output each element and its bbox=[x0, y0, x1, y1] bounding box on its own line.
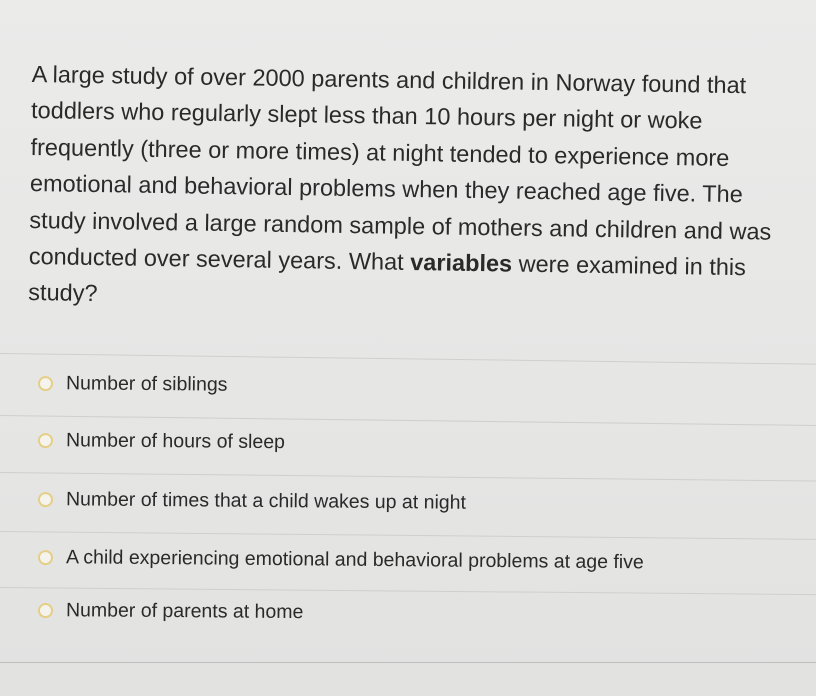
option-label: A child experiencing emotional and behavioral problems at age five bbox=[65, 545, 644, 573]
question-emphasis: variables bbox=[410, 248, 513, 277]
divider bbox=[0, 587, 816, 595]
option-label: Number of times that a child wakes up at night bbox=[65, 487, 467, 514]
radio-button[interactable] bbox=[38, 603, 53, 618]
option-label: Number of hours of sleep bbox=[65, 428, 286, 453]
option-label: Number of parents at home bbox=[65, 598, 304, 623]
divider bbox=[0, 353, 816, 365]
bottom-divider bbox=[0, 662, 816, 663]
radio-button[interactable] bbox=[38, 492, 53, 507]
radio-button[interactable] bbox=[38, 376, 53, 391]
divider bbox=[0, 531, 816, 540]
option-number-of-hours-of-sleep[interactable] bbox=[38, 426, 285, 456]
option-label: Number of siblings bbox=[65, 371, 228, 396]
question-text-part: were examined in this study? bbox=[28, 250, 747, 307]
option-number-of-siblings[interactable] bbox=[38, 369, 228, 399]
question-text-part: A large study of over 2000 parents and children in Norway found that toddlers who regularly slept less than 10 hours per night or woke frequently (three or more times) at night tended to experience more emotional and behavioral problems when they reached age five. The study involved a large random sample of mothers and children and was conducted over several years. What bbox=[28, 60, 772, 275]
divider bbox=[0, 472, 816, 482]
radio-button[interactable] bbox=[38, 550, 53, 565]
radio-button[interactable] bbox=[38, 433, 53, 448]
option-emotional-behavioral-problems[interactable] bbox=[38, 543, 644, 576]
option-number-of-night-wakings[interactable] bbox=[38, 485, 466, 517]
option-number-of-parents-at-home[interactable] bbox=[38, 596, 304, 626]
divider bbox=[0, 415, 816, 426]
question-text bbox=[28, 56, 802, 323]
